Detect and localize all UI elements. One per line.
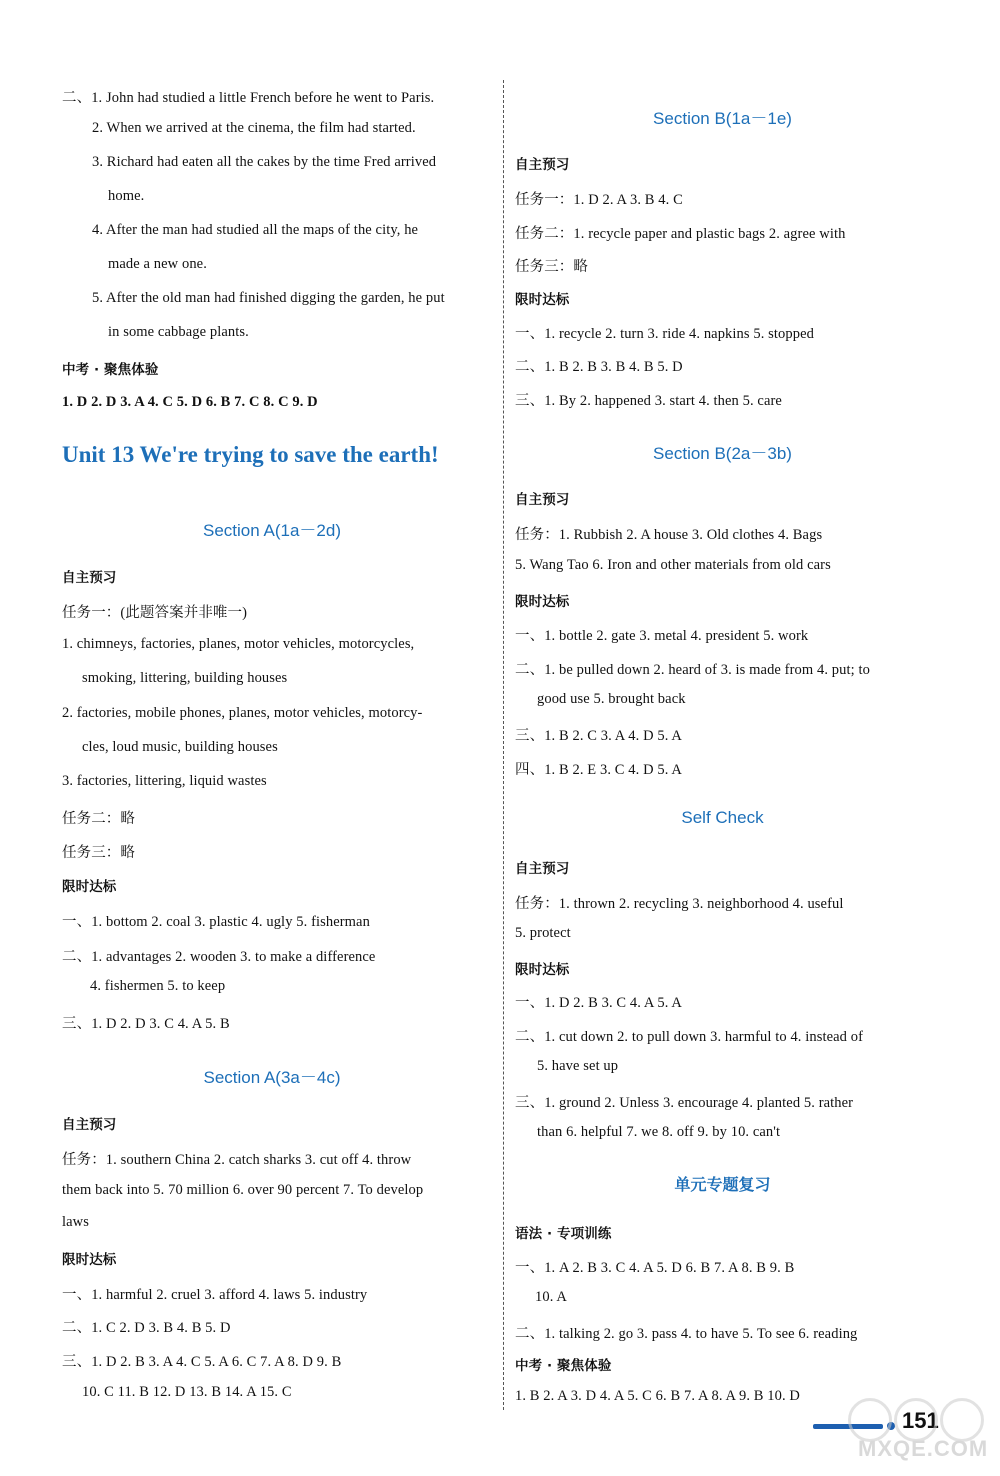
limit-heading: 限时达标 — [62, 1252, 117, 1268]
answer-line: made a new one. — [108, 256, 207, 272]
answer-line: cles, loud music, building houses — [82, 739, 278, 755]
preview-heading: 自主预习 — [515, 492, 570, 508]
answer-line: 2. When we arrived at the cinema, the film had started. — [92, 120, 416, 136]
answer-line: 10. A — [535, 1289, 567, 1305]
preview-heading: 自主预习 — [62, 570, 117, 586]
section-title: Section B(1a－1e) — [653, 109, 792, 128]
answer-line: 一、1. harmful 2. cruel 3. afford 4. laws 5. industry — [62, 1287, 368, 1303]
answer-line: 任务三：略 — [515, 259, 588, 275]
answer-line: 3. Richard had eaten all the cakes by the time Fred arrived — [92, 154, 437, 170]
answer-line: 1. chimneys, factories, planes, motor vehicles, motorcycles, — [62, 636, 415, 652]
answer-line: 5. protect — [515, 925, 571, 941]
answer-line: 二、1. cut down 2. to pull down 3. harmful to 4. instead of — [515, 1029, 864, 1045]
answer-line: 一、1. D 2. B 3. C 4. A 5. A — [515, 995, 682, 1011]
answer-line: 任务：1. thrown 2. recycling 3. neighborhood 4. useful — [515, 896, 844, 912]
answer-line: 4. fishermen 5. to keep — [90, 978, 226, 994]
answer-line: 一、1. bottle 2. gate 3. metal 4. president 5. work — [515, 628, 809, 644]
section-title: Section A(3a－4c) — [203, 1068, 341, 1087]
answer-line: 二、1. B 2. B 3. B 4. B 5. D — [515, 359, 683, 375]
limit-heading: 限时达标 — [515, 292, 570, 308]
answer-line: 三、1. ground 2. Unless 3. encourage 4. planted 5. rather — [515, 1095, 854, 1111]
answer-line: 任务二：1. recycle paper and plastic bags 2. agree with — [515, 226, 846, 242]
answer-line: 二、1. talking 2. go 3. pass 4. to have 5. To see 6. reading — [515, 1326, 858, 1342]
answer-line: 4. After the man had studied all the maps of the city, he — [92, 222, 419, 238]
grammar-heading: 语法 · 专项训练 — [515, 1226, 612, 1242]
answer-line: 5. have set up — [537, 1058, 619, 1074]
page-number: 151 — [902, 1408, 939, 1433]
limit-heading: 限时达标 — [62, 879, 117, 895]
answer-line: 二、1. C 2. D 3. B 4. B 5. D — [62, 1320, 231, 1336]
section-title: Self Check — [681, 808, 764, 827]
answer-line: 5. Wang Tao 6. Iron and other materials from old cars — [515, 557, 831, 573]
answer-line: good use 5. brought back — [537, 691, 686, 707]
answer-line: 一、1. bottom 2. coal 3. plastic 4. ugly 5. fisherman — [62, 914, 370, 930]
answer-line: 任务三：略 — [62, 845, 135, 861]
answer-line: them back into 5. 70 million 6. over 90 percent 7. To develop — [62, 1182, 424, 1198]
zhongkao-heading: 中考 · 聚焦体验 — [515, 1358, 612, 1374]
answer-line: 三、1. B 2. C 3. A 4. D 5. A — [515, 728, 682, 744]
answer-line: 二、1. advantages 2. wooden 3. to make a difference — [62, 949, 376, 965]
answer-line: 一、1. A 2. B 3. C 4. A 5. D 6. B 7. A 8. B 9. B — [515, 1260, 795, 1276]
answer-line: 1. B 2. A 3. D 4. A 5. C 6. B 7. A 8. A 9. B 10. D — [515, 1388, 800, 1404]
answer-line: 一、1. recycle 2. turn 3. ride 4. napkins 5. stopped — [515, 326, 814, 342]
answer-line: 1. D 2. D 3. A 4. C 5. D 6. B 7. C 8. C 9. D — [62, 394, 318, 410]
zhongkao-heading: 中考 · 聚焦体验 — [62, 362, 159, 378]
section-title: Section B(2a－3b) — [653, 444, 792, 463]
section-title: Section A(1a－2d) — [203, 521, 341, 540]
section-title: 单元专题复习 — [674, 1175, 771, 1194]
answer-line: laws — [62, 1214, 89, 1230]
answer-line: 三、1. By 2. happened 3. start 4. then 5. care — [515, 393, 782, 409]
answer-line: 三、1. D 2. B 3. A 4. C 5. A 6. C 7. A 8. D 9. B — [62, 1354, 342, 1370]
limit-heading: 限时达标 — [515, 594, 570, 610]
preview-heading: 自主预习 — [515, 861, 570, 877]
preview-heading: 自主预习 — [515, 157, 570, 173]
limit-heading: 限时达标 — [515, 962, 570, 978]
watermark-logo — [830, 1396, 995, 1474]
answer-line: than 6. helpful 7. we 8. off 9. by 10. can't — [537, 1124, 781, 1140]
answer-line: 10. C 11. B 12. D 13. B 14. A 15. C — [82, 1384, 292, 1400]
watermark-text: MXQE.COM — [858, 1436, 989, 1461]
answer-line: 5. After the old man had finished digging the garden, he put — [92, 290, 445, 306]
answer-line: 任务二：略 — [62, 811, 135, 827]
answer-line: 3. factories, littering, liquid wastes — [62, 773, 267, 789]
answer-line: 四、1. B 2. E 3. C 4. D 5. A — [515, 762, 682, 778]
answer-line: home. — [108, 188, 145, 204]
answer-line: 三、1. D 2. D 3. C 4. A 5. B — [62, 1016, 230, 1032]
answer-line: in some cabbage plants. — [108, 324, 249, 340]
column-divider — [503, 80, 504, 1410]
answer-line: 二、1. be pulled down 2. heard of 3. is made from 4. put; to — [515, 662, 870, 678]
preview-heading: 自主预习 — [62, 1117, 117, 1133]
answer-line: 二、1. John had studied a little French before he went to Paris. — [62, 90, 435, 106]
answer-line: 任务一：(此题答案并非唯一) — [62, 605, 248, 621]
answer-line: smoking, littering, building houses — [82, 670, 288, 686]
answer-line: 任务：1. southern China 2. catch sharks 3. cut off 4. throw — [62, 1152, 412, 1168]
answer-line: 任务一：1. D 2. A 3. B 4. C — [515, 192, 683, 208]
answer-line: 2. factories, mobile phones, planes, motor vehicles, motorcy- — [62, 705, 423, 721]
answer-line: 任务：1. Rubbish 2. A house 3. Old clothes 4. Bags — [515, 527, 823, 543]
unit-title: Unit 13 We're trying to save the earth! — [62, 442, 439, 467]
